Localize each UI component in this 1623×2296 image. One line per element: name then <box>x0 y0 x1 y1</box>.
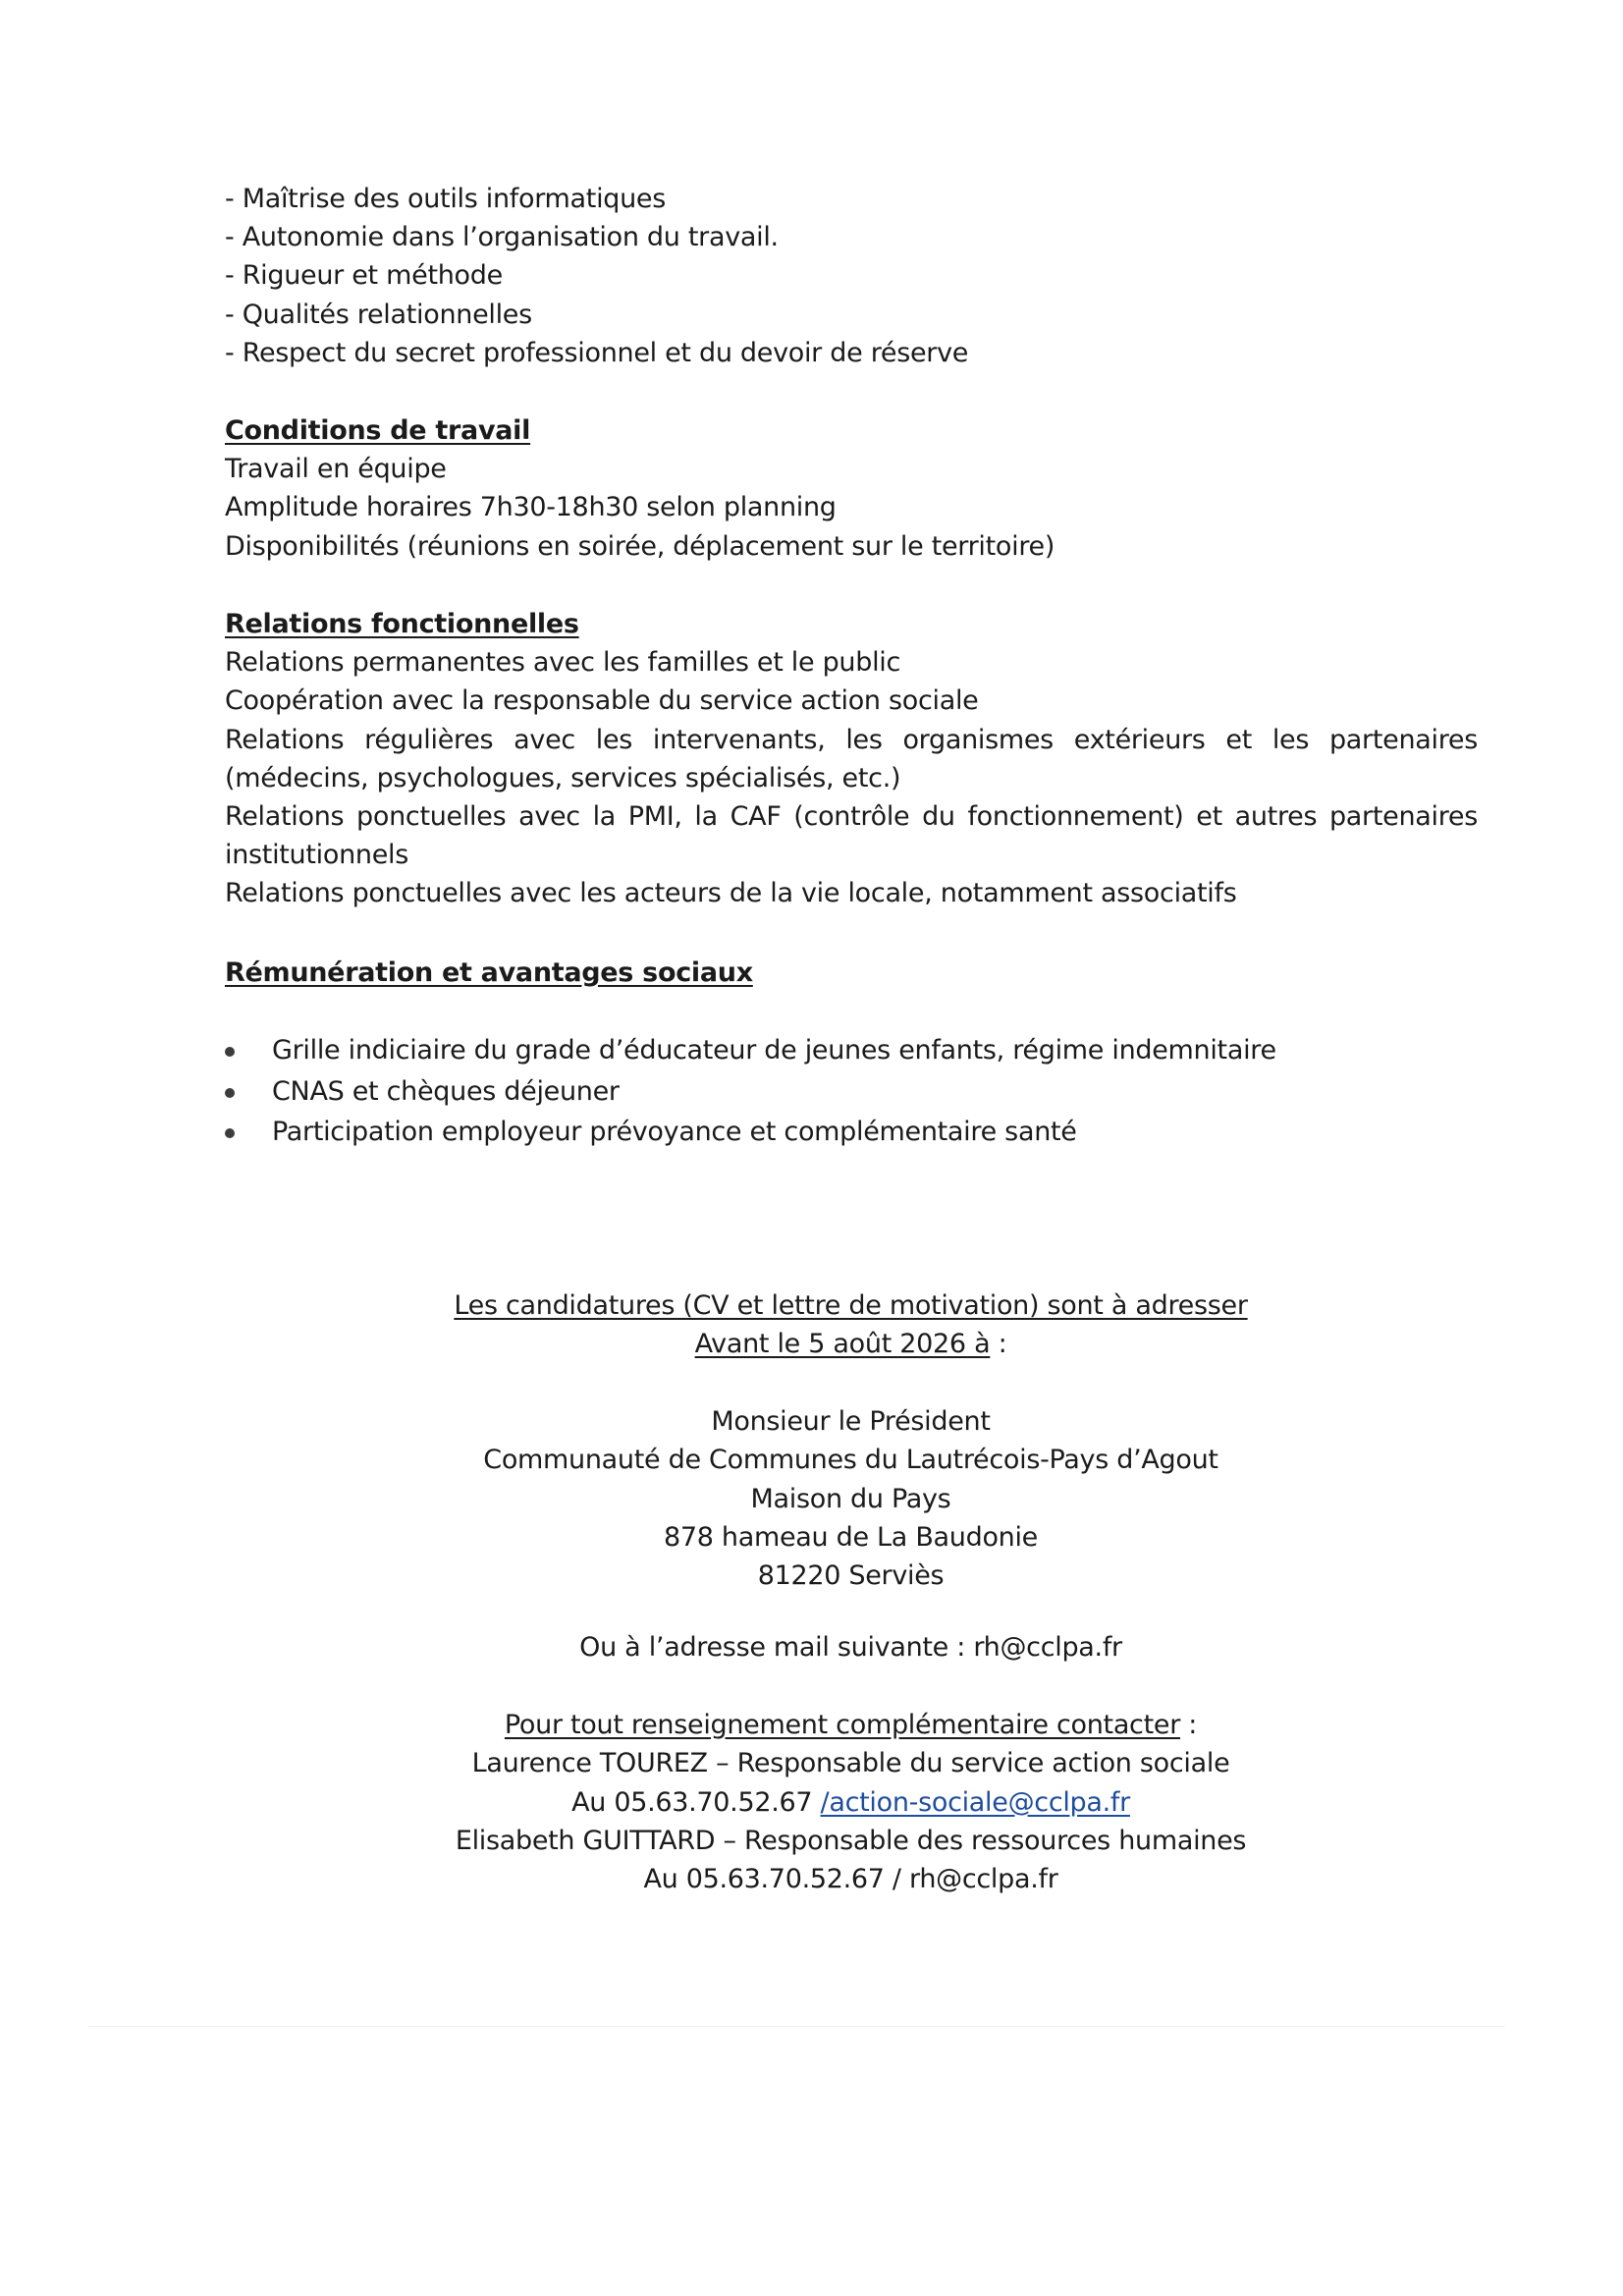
bullet-icon <box>225 1128 235 1138</box>
address-city: 81220 Serviès <box>757 1560 945 1592</box>
address-recipient: Monsieur le Président <box>711 1406 991 1437</box>
relations-line: Relations ponctuelles avec les acteurs de la vie locale, notamment associatifs <box>225 878 1237 909</box>
conditions-line: Disponibilités (réunions en soirée, déplacement sur le territoire) <box>225 530 1055 562</box>
contact-person: Elisabeth GUITTARD – Responsable des ressources humaines <box>455 1825 1247 1856</box>
postal-address <box>324 1402 1378 1595</box>
conditions-section <box>225 411 1478 566</box>
list-item-text: Grille indiciaire du grade d’éducateur de jeunes enfants, régime indemnitaire <box>272 1035 1276 1066</box>
contact-phone: Au 05.63.70.52.67 <box>571 1786 821 1818</box>
address-building: Maison du Pays <box>750 1483 951 1514</box>
list-item <box>225 1071 1276 1113</box>
list-item-text: CNAS et chèques déjeuner <box>272 1075 620 1107</box>
bullet-icon <box>225 1047 235 1057</box>
application-instructions <box>324 1286 1378 1364</box>
list-item-text: Participation employeur prévoyance et complémentaire santé <box>272 1117 1077 1147</box>
application-heading: Les candidatures (CV et lettre de motivation) sont à adresser <box>454 1290 1248 1321</box>
relations-line: Coopération avec la responsable du service action sociale <box>225 685 979 717</box>
relations-section <box>225 605 1478 913</box>
skill-item: - Qualités relationnelles <box>225 299 532 330</box>
relations-line: Relations permanentes avec les familles et le public <box>225 647 901 679</box>
relations-paragraph: Relations régulières avec les intervenants, les organismes extérieurs et les partenaires (médecins, psychologues, services spécialisés, etc.) <box>225 724 1478 793</box>
address-organisation: Communauté de Communes du Lautrécois-Pays d’Agout <box>483 1445 1218 1476</box>
contact-person: Laurence TOUREZ – Responsable du service action sociale <box>471 1748 1230 1779</box>
skill-item: - Maîtrise des outils informatiques <box>225 184 667 214</box>
contact-heading: Pour tout renseignement complémentaire contacter <box>504 1710 1181 1740</box>
address-street: 878 hameau de La Baudonie <box>664 1521 1038 1553</box>
skills-list <box>225 180 1501 372</box>
relations-paragraph: Relations ponctuelles avec la PMI, la CAF (contrôle du fonctionnement) et autres partenaires institutionnels <box>225 801 1478 871</box>
bullet-icon <box>225 1088 235 1098</box>
contact-phone: Au 05.63.70.52.67 / rh@cclpa.fr <box>643 1864 1058 1895</box>
remuneration-section <box>225 954 1478 992</box>
deadline-line <box>324 1325 1378 1363</box>
list-item <box>225 1112 1276 1153</box>
relations-title: Relations fonctionnelles <box>225 609 579 639</box>
list-item <box>225 1030 1276 1071</box>
remuneration-title: Rémunération et avantages sociaux <box>225 957 753 988</box>
application-line <box>324 1286 1378 1325</box>
skill-item: - Respect du secret professionnel et du devoir de réserve <box>225 337 969 368</box>
deadline-suffix: : <box>990 1329 1007 1360</box>
deadline-text: Avant le 5 août 2026 à <box>694 1329 991 1360</box>
contact-phone-line <box>324 1783 1378 1822</box>
contact-heading-line <box>324 1706 1378 1744</box>
conditions-title: Conditions de travail <box>225 415 531 446</box>
remuneration-list <box>225 1030 1276 1153</box>
conditions-line: Travail en équipe <box>225 454 447 485</box>
email-line: Ou à l’adresse mail suivante : rh@cclpa.fr <box>579 1632 1122 1663</box>
email-address-block <box>324 1628 1378 1667</box>
contact-heading-suffix: : <box>1180 1710 1198 1740</box>
skill-item: - Autonomie dans l’organisation du travail. <box>225 222 779 253</box>
contact-block <box>324 1706 1378 1898</box>
contact-email-link[interactable]: /action-sociale@cclpa.fr <box>820 1786 1130 1818</box>
skill-item: - Rigueur et méthode <box>225 260 503 292</box>
conditions-line: Amplitude horaires 7h30-18h30 selon planning <box>225 492 837 523</box>
